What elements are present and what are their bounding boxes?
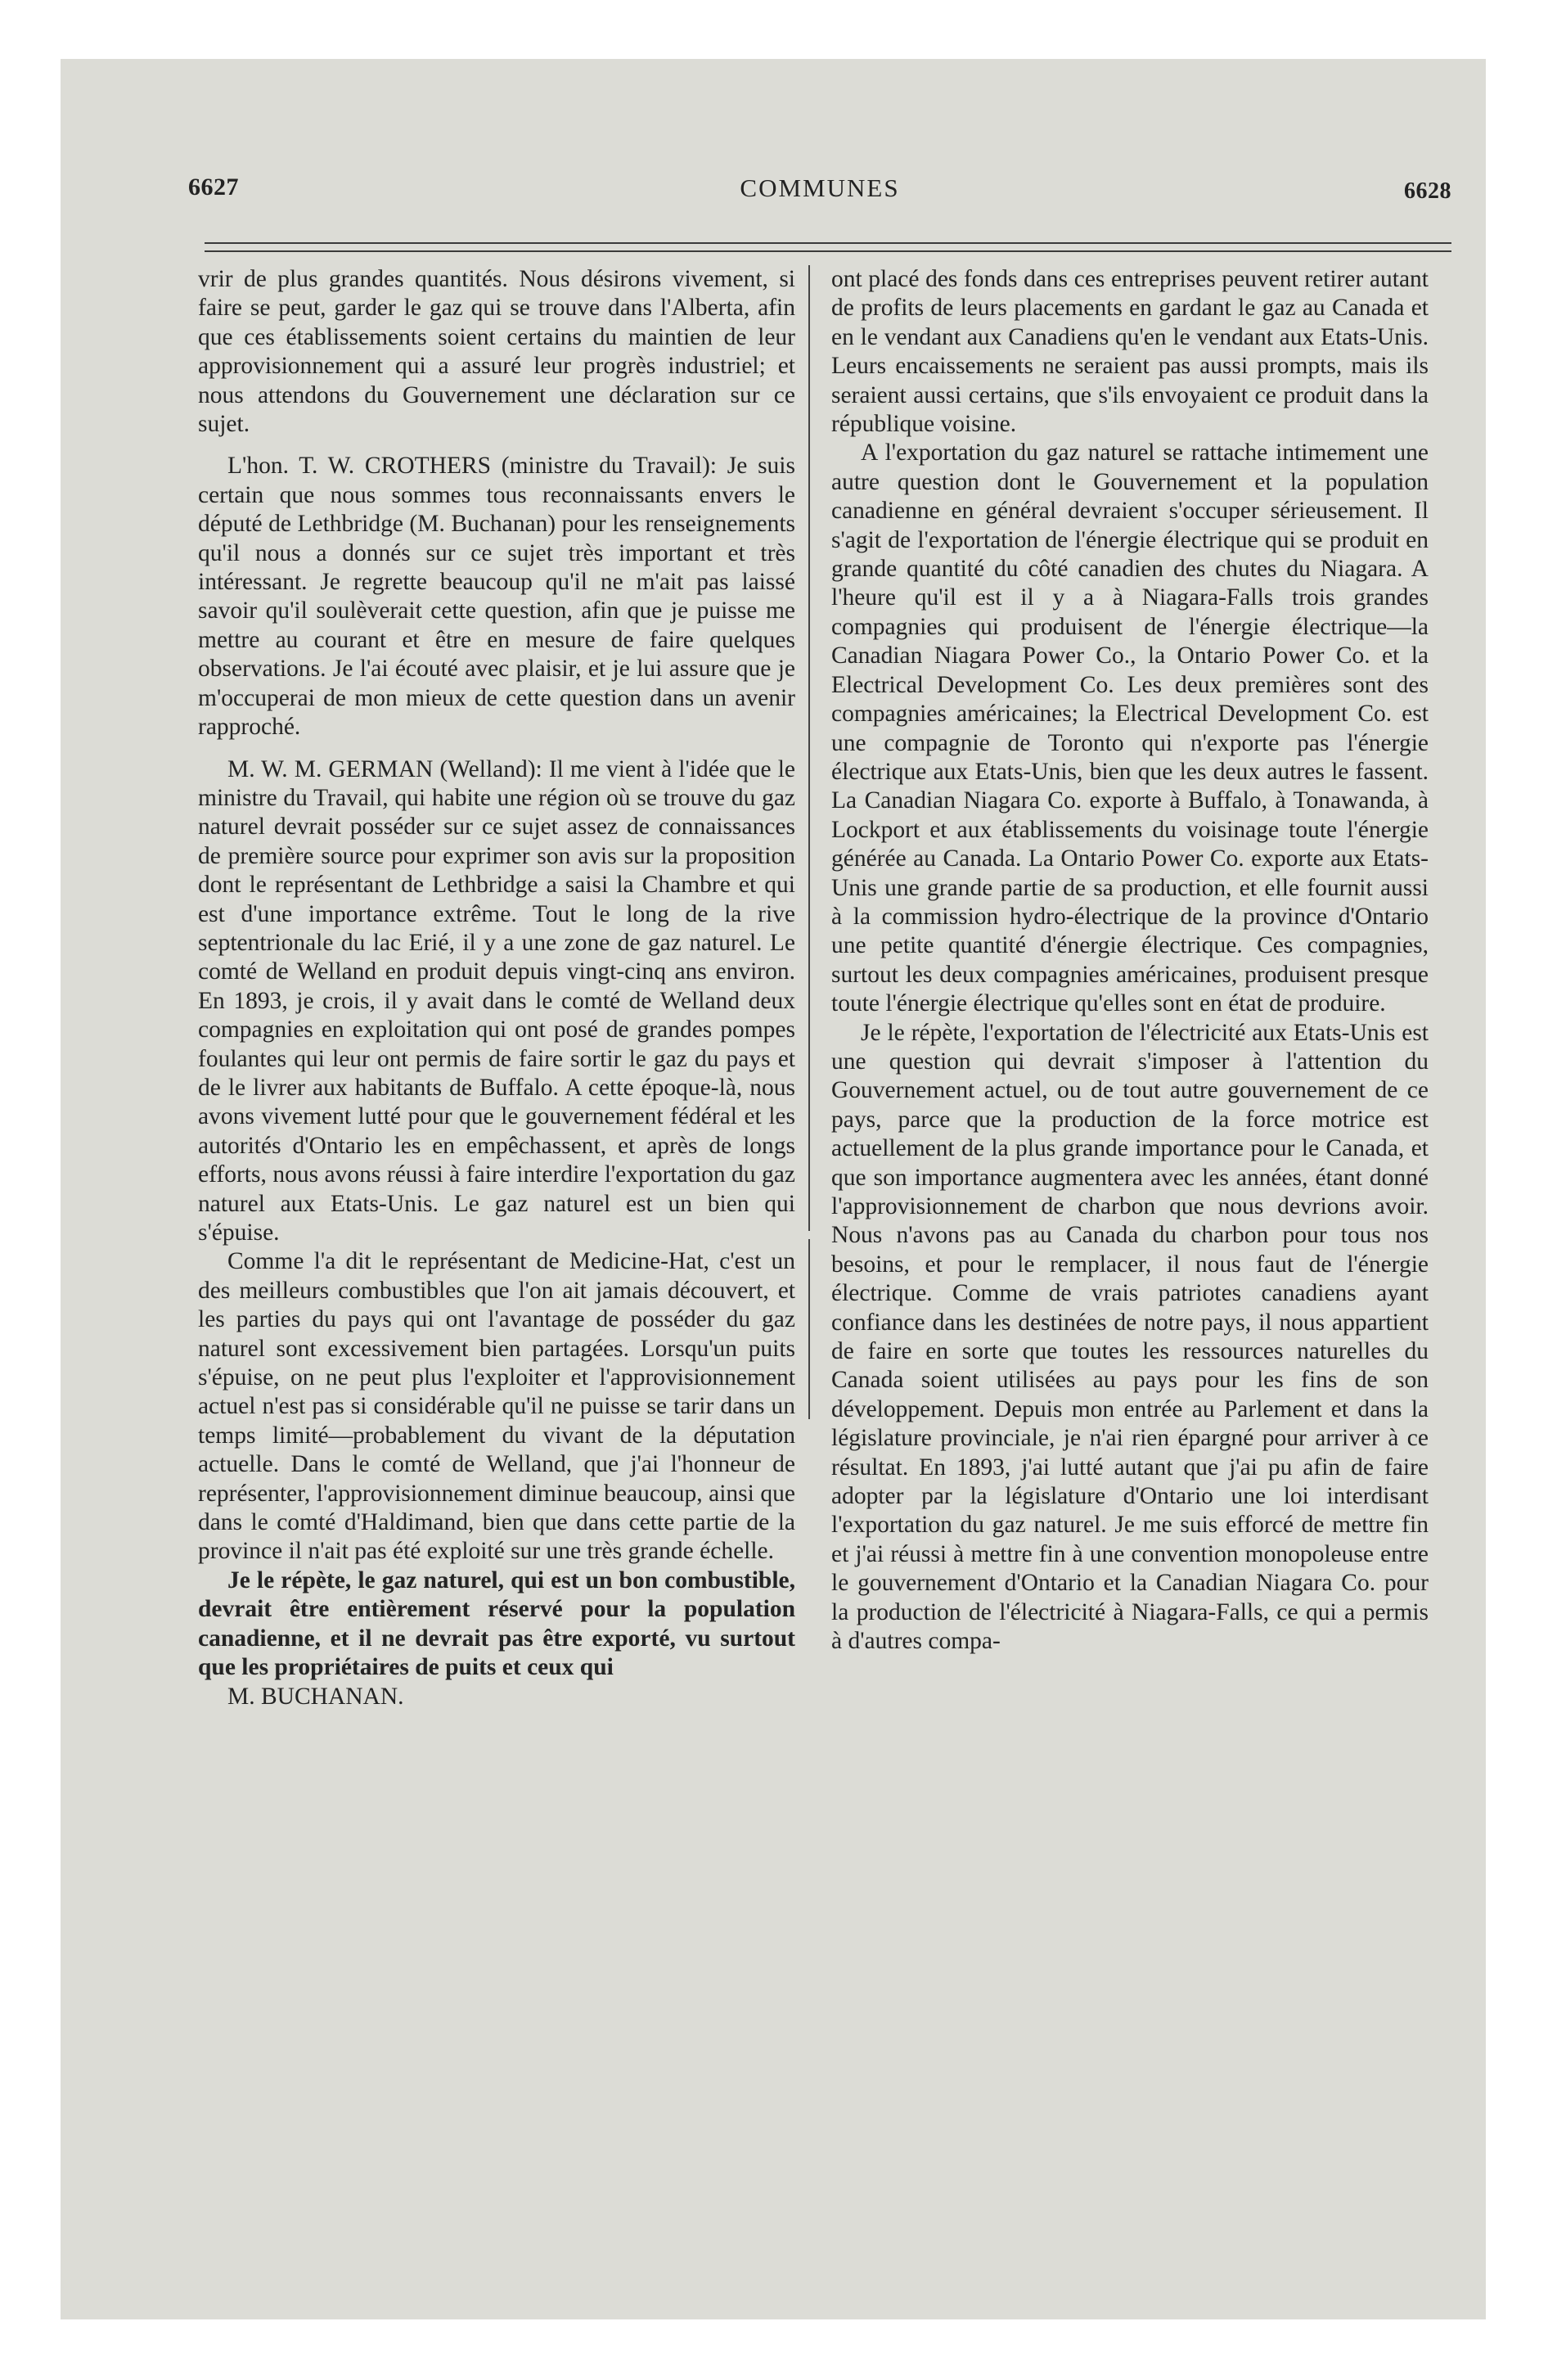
page-number-left: 6627 xyxy=(188,174,239,201)
right-column xyxy=(831,265,1429,1657)
column-divider xyxy=(808,1239,810,1419)
paragraph: vrir de plus grandes quantités. Nous désirons vivement, si faire se peut, garder le gaz qui se trouve dans l'Alberta, afin que ces établissements soient certains du maintien de leur approvisionnement qui a assuré leur progrès industriel; et nous attendons du Gouvernement une déclaration sur ce sujet. xyxy=(198,266,795,438)
page-content xyxy=(188,170,1451,2315)
paragraph: A l'exportation du gaz naturel se rattache intimement une autre question dont le Gouvernement et la population canadienne en général devraient s'occuper sérieusement. Il s'agit de l'exportation de l'énergie électrique qui se produit en grande quantité du côté canadien des chutes du Niagara. A l'heure qu'il est il y a à Niagara-Falls trois grandes compagnies qui produisent de l'énergie électrique—la Canadian Niagara Power Co., la Ontario Power Co. et la Electrical Development Co. Les deux premières sont des compagnies américaines; la Electrical Development Co. est une compagnie de Toronto qui n'exporte pas l'énergie électrique aux Etats-Unis, bien que les deux autres le fassent. La Canadian Niagara Co. exporte à Buffalo, à Tonawanda, à Lockport et aux établissements du voisinage toute l'énergie générée au Canada. La Ontario Power Co. exporte aux Etats-Unis une grande partie de sa production, et elle fournit aussi à la commission hydro-électrique de la province d'Ontario une petite quantité d'énergie électrique. Ces compagnies, surtout les deux compagnies américaines, produisent presque toute l'énergie électrique qu'elles sont en état de produire. xyxy=(831,439,1429,1017)
left-column xyxy=(198,265,795,1711)
paragraph: Je le répète, l'exportation de l'électricité aux Etats-Unis est une question qui devrait s'imposer à l'attention du Gouvernement actuel, ou de tout autre gouvernement de ce pays, parce que la production de la force motrice est actuellement de la plus grande importance pour le Canada, et que son importance augmentera avec les années, étant donné l'approvisionnement de charbon que nous devrions avoir. Nous n'avons pas au Canada du charbon pour tous nos besoins, et pour le remplacer, il nous faut de l'énergie électrique. Comme de vrais patriotes canadiens ayant confiance dans les destinées de notre pays, il nous appartient de faire en sorte que toutes les ressources naturelles du Canada soient utilisées au pays pour les fins de son développement. Depuis mon entrée au Parlement et dans la législature provinciale, je n'ai rien épargné pour arriver à ce résultat. En 1893, j'ai lutté autant que j'ai pu afin de faire adopter par la législature d'Ontario une loi interdisant l'exportation du gaz naturel. Je me suis efforcé de mettre fin et j'ai réussi à mettre fin à une convention monopoleuse entre le gouvernement d'Ontario et la Canadian Niagara Co. pour la production de l'électricité à Niagara-Falls, ce qui a permis à d'autres compa- xyxy=(831,1019,1429,1655)
text-columns xyxy=(188,265,1451,2082)
paragraph: M. W. M. GERMAN (Welland): Il me vient à l'idée que le ministre du Travail, qui habite une région où se trouve du gaz naturel devrait posséder sur ce sujet assez de connaissances de première source pour exprimer son avis sur la proposition dont le représentant de Lethbridge a saisi la Chambre et qui est d'une importance extrême. Tout le long de la rive septentrionale du lac Erié, il y a une zone de gaz naturel. Le comté de Welland en produit depuis vingt-cinq ans environ. En 1893, je crois, il y avait dans le comté de Welland deux compagnies en exploitation qui ont posé de grandes pompes foulantes qui leur ont permis de faire sortir le gaz du pays et de le livrer aux habitants de Buffalo. A cette époque-là, nous avons vivement lutté pour que le gouvernement fédéral et les autorités d'Ontario les en empêchassent, et après de longs efforts, nous avons réussi à faire interdire l'exportation du gaz naturel aux Etats-Unis. Le gaz naturel est un bien qui s'épuise. xyxy=(198,755,795,1246)
page-paper xyxy=(61,59,1486,2319)
paragraph: ont placé des fonds dans ces entreprises peuvent retirer autant de profits de leurs placements en gardant le gaz au Canada et en le vendant aux Canadiens qu'en le vendant aux Etats-Unis. Leurs encaissements ne seraient pas aussi prompts, mais ils seraient aussi certains, que s'ils envoyaient ce produit dans la république voisine. xyxy=(831,266,1429,438)
header-rule-bottom xyxy=(205,250,1451,252)
paragraph: Je le répète, le gaz naturel, qui est un bon combustible, devrait être entièrement réservé pour la population canadienne, et il ne devrait pas être exporté, vu surtout que les propriétaires de puits et ceux qui xyxy=(198,1566,795,1681)
header-rule-top xyxy=(205,242,1451,244)
column-divider xyxy=(808,265,810,1231)
paragraph: L'hon. T. W. CROTHERS (ministre du Travail): Je suis certain que nous sommes tous reconnaissants envers le député de Lethbridge (M. Buchanan) pour les renseignements qu'il nous a donnés sur ce sujet très important et très intéressant. Je regrette beaucoup qu'il ne m'ait pas laissé savoir qu'il soulèverait cette question, afin que je puisse me mettre au courant et être en mesure de faire quelques observations. Je l'ai écouté avec plaisir, et je lui assure que je m'occuperai de mon mieux de cette question dans un avenir rapproché. xyxy=(198,453,795,741)
page-title: COMMUNES xyxy=(740,174,900,202)
speaker-signature: M. BUCHANAN. xyxy=(227,1683,404,1710)
page-number-right: 6628 xyxy=(1404,178,1451,204)
page-header xyxy=(188,170,1451,219)
paragraph: Comme l'a dit le représentant de Medicine-Hat, c'est un des meilleurs combustibles que l'on ait jamais découvert, et les parties du pays qui ont l'avantage de posséder du gaz naturel sont excessivement bien partagées. Lorsqu'un puits s'épuise, on ne peut plus l'exploiter et l'approvisionnement actuel n'est pas si considérable qu'il ne puisse se tarir dans un temps limité—probablement du vivant de la députation actuelle. Dans le comté de Welland, que j'ai l'honneur de représenter, l'approvisionnement diminue beaucoup, ainsi que dans le comté d'Haldimand, bien que dans cette partie de la province il n'ait pas été exploité sur une très grande échelle. xyxy=(198,1248,795,1565)
